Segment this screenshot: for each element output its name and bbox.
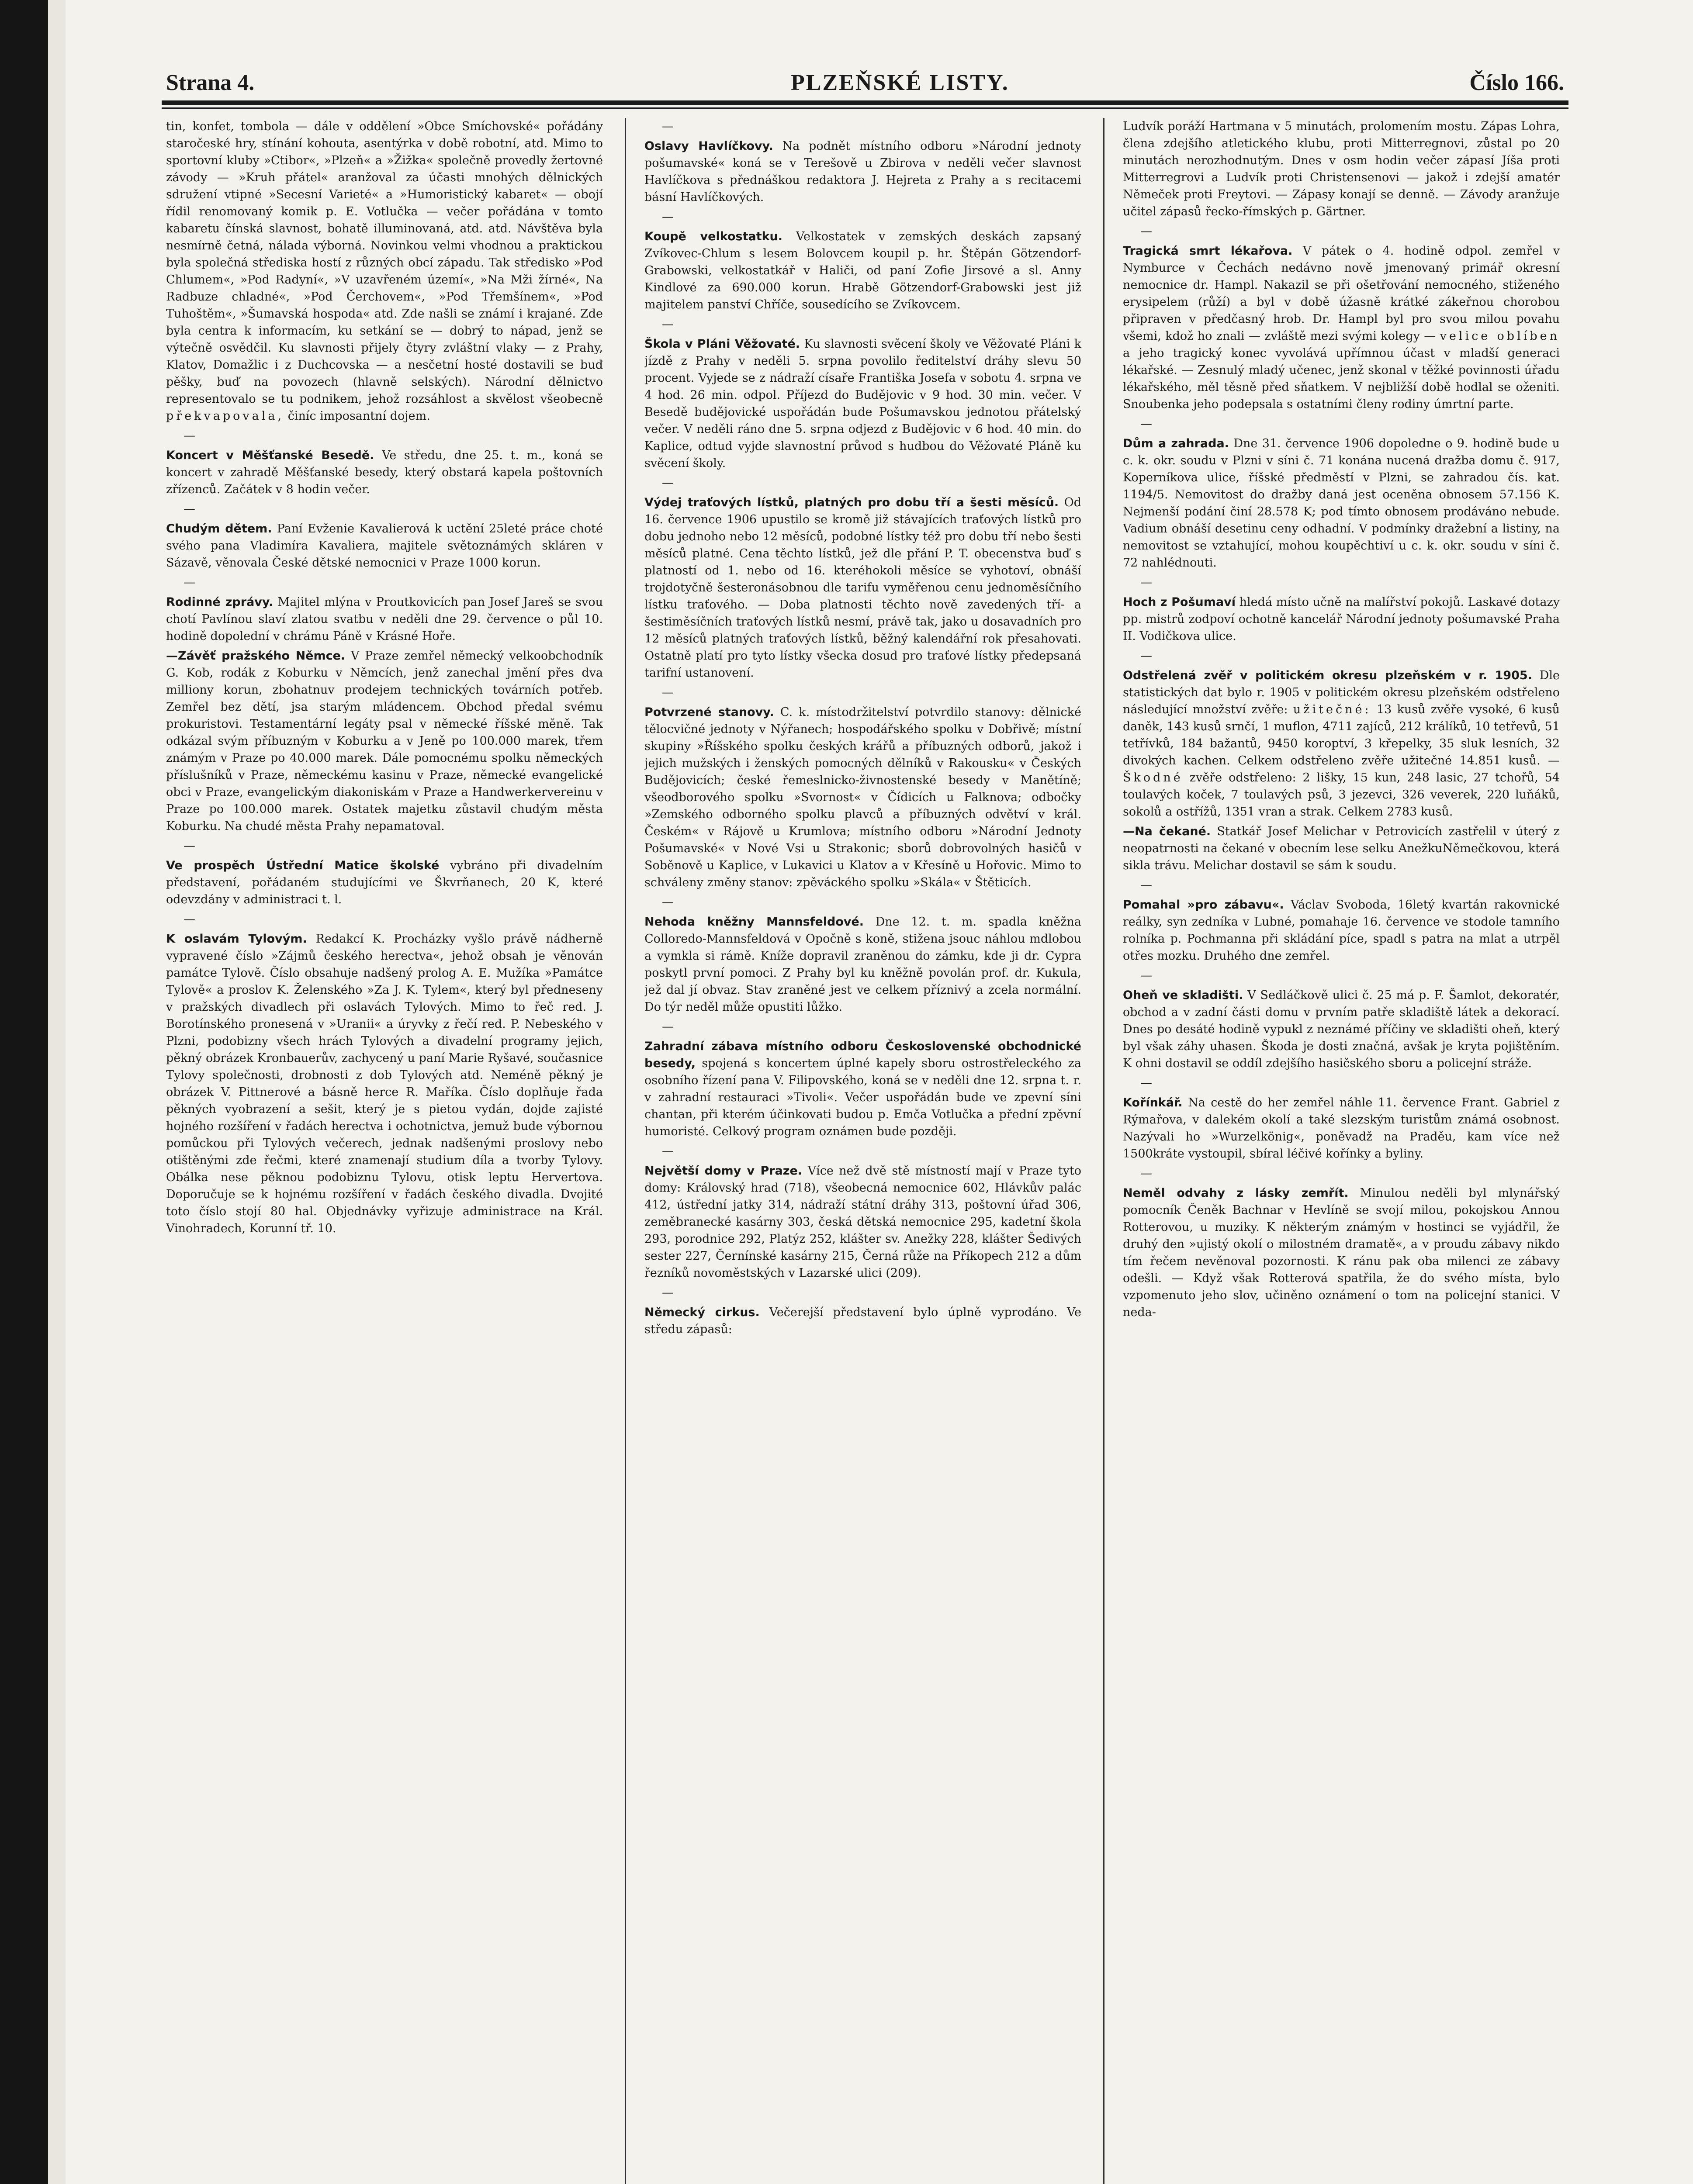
article-stanovy: — [662,686,674,699]
column-divider [1103,118,1104,2184]
article-heading: Pomahal »pro zábavu«. [1123,898,1284,912]
article-skola: — [662,318,674,331]
article-pomahal: — [1140,878,1152,892]
article-domy: — [662,1144,674,1158]
article-paragraph: tin, konfet, tombola — dále v oddělení »Obce Smíchovské« pořádány staročeské hry, stínání kohouta, asentýrka v době robotní, atd. Mimo to sportovní kluby »Ctibor«, »Plzeň« a »Žižka« společně provedly žertovné závody — »Kruh přátel« aranžoval za účasti mnohých dělnických sdružení vtipné »Secesní Varieté« a »Humoristický kabaret« — obojí řídil renomovaný komik p. E. Votlučka — večer pořádána v tomto kabaretu čínská slavnost, bohatě illuminovaná, atd. atd. Návštěva byla nesmírně četná, nálada výborná. Novinkou velmi vhodnou a praktickou byla společná střediska hostí z různých obcí západu. Tak středisko »Pod Chlumem«, »Pod Radyní«, »V uzavřeném území«, »Na Mži žírné«, Na Radbuze chladné«, »Pod Čerchovem«, »Pod Třemšínem«, »Pod Tuhoštěm«, »Šumavská hospoda« atd. Zde našli se známí i krajané. Zde byla centra k informacím, ku setkání se — dobrý to nápad, jenž se výtečně osvědčil. Ku slavnosti přijely čtyry zvláštní vlaky — z Prahy, Klatov, Domažlic i z Duchcovska — a nesčetní hosté dostavili se buď pěšky, buď na povozech (hlavně selských). Národní dělnictvo representovalo se tu podnikem, jehož rozsáhlost a skvělost všeobecně překvapovala, činíc imposantní dojem. [166,120,603,423]
article-heading: Odstřelená zvěř v politickém okresu plzeňském v r. 1905. [1123,669,1532,682]
article-zver: — [1140,649,1152,663]
article-heading: Kořínkář. [1123,1096,1183,1109]
article-heading: Ve prospěch Ústřední Matice školské [166,859,440,872]
header-rule [162,100,1568,105]
page-number: Strana 4. [166,70,255,95]
article-ohen: — [1140,969,1152,982]
column-1: tin, konfet, tombola — dále v oddělení »Obce Smíchovské« pořádány staročeské hry, stínání kohouta, asentýrka v době robotní, atd. Mimo to sportovní kluby »Ctibor«, »Plzeň« a »Žižka« společně provedly žertovné závody — »Kruh přátel« aranžoval za účasti mnohých dělnických sdružení vtipné »Secesní Varieté« a »Humoristický kabaret« — obojí řídil renomovaný komik p. E. Votlučka — večer pořádána v tomto kabaretu čínská slavnost, bohatě illuminovaná, atd. atd. Návštěva byla nesmírně četná, nálada výborná. Novinkou velmi vhodnou a praktickou byla společná střediska hostí z různých obcí západu. Tak středisko »Pod Chlumem«, »Pod Radyní«, »V uzavřeném území«, »Na Mži žírné«, Na Radbuze chladné«, »Pod Čerchovem«, »Pod Třemšínem«, »Pod Tuhoštěm«, »Šumavská hospoda« atd. Zde našli se známí i krajané. Zde byla centra k informacím, ku setkání se — dobrý to nápad, jenž se výtečně osvědčil. Ku slavnosti přijely čtyry zvláštní vlaky — z Prahy, Klatov, Domažlic i z Duchcovska — a nesčetní hosté dostavili se buď pěšky, buď na povozech (hlavně selských). Národní dělnictvo representovalo se tu podnikem, jehož rozsáhlost a skvělost všeobecně překvapovala, činíc imposantní dojem. — Koncert v Měšťanské Besedě. Ve středu, dne 25. t. m., koná se koncert v zahradě Měšťanské besedy, který obstará kapela poštovních zřízenců. Začátek v 8 hodin večer. — Chudým dětem. Paní Evženie Kavalierová k uctění 25leté práce choté svého pana Vladimíra Kavaliera, majitele světoznámých skláren v Sázavě, věnovala České dětské nemocnici v Praze 1000 korun. — Rodinné zprávy. Majitel mlýna v Proutkovicích pan Josef Jareš se svou chotí Pavlínou slaví zlatou svatbu v neděli dne 29. července o půl 10. hodině dopolední v chrámu Páně v Krásné Hoře. —Závěť pražského Němce. V Praze zemřel německý velkoobchodník G. Kob, rodák z Koburku v Němcích, jenž zanechal jmění přes dva milliony korun, zbohatnuv prodejem technických továrních potřeb. Zemřel bez dětí, jsa starým mládencem. Obchod předal svému prokuristovi. Testamentární legáty psal v německé říšské měně. Tak odkázal svým příbuzným v Koburku a v Jeně po 100.000 marek, třem známým v Praze po 40.000 marek. Dále pomocnému spolku německých příslušníků v Praze, německému kasinu v Praze, německé evangelické obci v Praze, evangelickým diakoniskám v Praze a Handwerkervereinu v Praze po 100.000 marek. Ostatek majetku zůstavil chudým města Koburku. Na chudé města Prahy nepamatoval. — Ve prospěch Ústřední Matice školské vybráno při divadelním představení, pořádaném studujícími ve Škvrňanech, 20 K, které odevzdány v administraci t. l. — K oslavám Tylovým. Redakcí K. Procházky vyšlo právě nádherně vypravené číslo »Zájmů českého herectva«, jehož obsah je věnován památce Tylově. Číslo obsahuje nadšený prolog A. E. Mužíka »Památce Tylově« a proslov K. Želenského »Za J. K. Tylem«, který byl předneseny v pražských divadlech při oslavách Tylových. Mimo to řeč red. J. Borotínského pronesená v »Uranii« a úryvky z řečí red. P. Nebeského v Plzni, podobizny všech hrách Tylových a divadelní programy jejich, pěkný obrázek Kronbauerův, zachycený u paní Marie Ryšavé, současnice Tylovy společnosti, drobnosti z dob Tylových atd. Neméně pěkný je obrázek V. Pittnerové a básně herce R. Maříka. Číslo doplňuje řada pěkných vyobrazení a sešit, který je s pietou vydán, dojde zajisté hojného rozšíření v řadách herectva i ochotnictva, jemuž bude výbornou pomůckou při Tylových večerech, jednak nadšenými proslovy nebo otištěnými zde řečmi, které znamenají studium díla a tvorby Tylovy. Obálka nese pěknou podobiznu Tylovu, otisk leptu Hervertova. Doporučuje se k hojnému rozšíření v řadách českého divadla. Dvojité toto číslo stojí 80 hal. Objednávky vyřizuje administrace na Král. Vinohradech, Korunní tř. 10. [166,118,603,2184]
article-heading: Chudým dětem. [166,522,272,536]
article-heading: Neměl odvahy z lásky zemřít. [1123,1186,1349,1200]
article-cirkus: — [662,1286,674,1299]
column-divider [625,118,626,2184]
article-heading: Německý cirkus. [644,1306,760,1319]
article-dum: — [1140,417,1152,431]
article-listky: — [662,476,674,490]
article-heading: Nehoda kněžny Mannsfeldové. [644,915,864,929]
article-nehoda: — [662,895,674,909]
article-smrt-lekare: — [1140,225,1152,238]
article-heading: Výdej traťových lístků, platných pro dobu tří a šesti měsíců. [644,496,1059,509]
article-chudym-detem: — [183,502,195,516]
article-heading: —Na čekané. [1123,825,1211,838]
article-heading: Tragická smrt lékařova. [1123,244,1293,258]
issue-number: Číslo 166. [1469,70,1564,95]
article-odvaha: — [1140,1167,1152,1180]
article-heading: Koncert v Měšťanské Besedě. [166,449,374,462]
header-rule-thin [162,107,1568,109]
article-paragraph: Ludvík poráží Hartmana v 5 minutách, prolomením mostu. Zápas Lohra, člena zdejšího atletického klubu, proti Mitterregnovi, zůstal po 20 minutách nerozhodnutým. Dnes v osm hodin večer zápasí Jíša proti Mitterregrovi a Ludvík proti Christensenovi — jakož i zdejší amatér Němeček proti Freytovi. — Zápasy konají se denně. — Závody aranžuje učitel zápasů řecko-římských p. Gärtner. [1123,120,1560,218]
article-heading: Oslavy Havlíčkovy. [644,139,773,153]
binding-strip [0,0,48,2184]
article-matice: — [183,839,195,853]
article-heading: Hoch z Pošumaví [1123,595,1236,609]
article-hoch: — [1140,576,1152,589]
article-rodinne-zpravy: — [183,576,195,589]
article-heading: K oslavám Tylovým. [166,932,307,946]
article-velkostatek: — [662,210,674,224]
paper-edge [48,0,66,2184]
article-heading: Oheň ve skladišti. [1123,988,1243,1002]
article-tyl: — [183,912,195,926]
column-2: — Oslavy Havlíčkovy. Na podnět místního odboru »Národní jednoty pošumavské« koná se v Terešově u Zbirova v neděli večer slavnost Havlíčkova s přednáškou redaktora J. Hejreta z Prahy a s recitacemi básní Havlíčkových. — Koupě velkostatku. Velkostatek v zemských deskách zapsaný Zvíkovec-Chlum s lesem Bolovcem koupil p. hr. Štěpán Götzendorf-Grabowski, velkostatkář v Haliči, od paní Zofie Jirsové a sl. Anny Kindlové za 690.000 korun. Hrabě Götzendorf-Grabowski jest již majitelem panství Chříče, sousedícího se Zvíkovcem. — Škola v Pláni Věžovaté. Ku slavnosti svěcení školy ve Věžovaté Pláni k jízdě z Prahy v neděli 5. srpna povolilo ředitelství dráhy slevu 50 procent. Vyjede se z nádraží císaře Františka Josefa v sobotu 4. srpna ve 4 hod. 26 min. odpol. Příjezd do Budějovic v 9 hod. 30 min. večer. V Besedě budějovické uspořádán bude Pošumavskou jednotou přátelský večer. V neděli ráno dne 5. srpna odjezd z Budějovic v 6 hod. 40 min. do Kaplice, odtud vyjde slavnostní průvod s hudbou do Věžovaté Pláně ku svěcení školy. — Výdej traťových lístků, platných pro dobu tří a šesti měsíců. Od 16. července 1906 upustilo se kromě již stávajících traťových lístků pro dobu jednoho nebo 12 měsíců, podobné lístky též pro dobu tří nebo šesti měsíců platné. Cena těchto lístků, jež dle přání P. T. obecenstva buď s platností od 1. nebo od 16. kteréhokoli měsíce se vyhotoví, obnáší trojdotyčně šesteronásobnou dle tarifu vyměřenou cenu jednoměsíčního lístku traťového. — Doba platnosti těchto nově zavedených tří- a šestiměsíčních traťových lístků nesmí, právě tak, jako u dosavadních pro 12 měsíců platných traťových lístků, běžný kalendářní rok přesahovati. Ostatně platí pro tyto lístky všecka dosud pro traťové lístky předepsaná tarifní ustanovení. — Potvrzené stanovy. C. k. místodržitelství potvrdilo stanovy: dělnické tělocvičné jednoty v Nýřanech; hospodářského spolku v Dobřivě; místní skupiny »Říšského spolku českých krářů a příbuzných odborů, jakož i jejich mužských i ženských pomocných dělníků v Rakousku« v Českých Budějovicích; české řemeslnicko-živnostenské besedy v Manětíně; všeodborového spolku »Svornost« v Čídicích u Falknova; odbočky »Zemského odborného spolku plavců a příbuzných odvětví v král. Českém« v Rájově u Krumlova; místního odboru »Národní Jednoty Pošumavské« v Nové Vsi u Strakonic; sborů dobrovolných hasičů v Soběnově u Kaplice, v Lukavici u Klatov a v Křesíně u Hořovic. Mimo to schváleny změny stanov: zpěváckého spolku »Skála« v Štěticích. — Nehoda kněžny Mannsfeldové. Dne 12. t. m. spadla kněžna Colloredo-Mannsfeldová v Opočně s koně, stižena jsouc náhlou mdlobou a vymkla si rámě. Kníže dopravil zraněnou do zámku, kde ji dr. Cypra poskytl první pomoci. Z Prahy byl ku kněžně povolán prof. dr. Kukula, jež dal jí obvaz. Stav zraněné jest ve celkem příznivý a zcela normální. Do týr neděl může opustiti lůžko. — Zahradní zábava místního odboru Československé obchodnické besedy, spojená s koncertem úplné kapely sboru ostrostřeleckého za osobního řízení pana V. Filipovského, koná se v neděli dne 12. srpna t. r. v zahradní restauraci »Tivoli«. Večer uspořádán bude ve zpevní síni chantan, při kterém účinkovati budou p. Emča Votlučka a přední zpěvní humoristé. Celkový program oznámen bude později. — Největší domy v Praze. Více než dvě stě místností mají v Praze tyto domy: Královský hrad (718), všeobecná nemocnice 602, Hlávkův palác 412, ústřední jatky 314, nádraží státní dráhy 313, poštovní úřad 306, zeměbranecké kasárny 303, česká dětská nemocnice 295, kadetní škola 293, porodnice 292, Platýz 252, klášter sv. Anežky 228, klášter Šedivých sester 227, Černínské kasárny 215, Černá růže na Příkopech 212 a dům řezníků novoměstských v Lazarské ulici (209). — Německý cirkus. Večerejší představení bylo úplně vyprodáno. Ve středu zápasů: [644,118,1081,2184]
article-havlicek: — [662,120,674,133]
article-koncert: — [183,429,195,442]
page-header [166,66,1564,105]
article-heading: Největší domy v Praze. [644,1164,803,1178]
article-heading: —Závěť pražského Němce. [166,649,346,663]
article-heading: Zahradní zábava místního odboru Československé obchodnické besedy, [644,1040,1081,1070]
article-heading: Dům a zahrada. [1123,437,1229,450]
column-3: Ludvík poráží Hartmana v 5 minutách, prolomením mostu. Zápas Lohra, člena zdejšího atletického klubu, proti Mitterregnovi, zůstal po 20 minutách nerozhodnutým. Dnes v osm hodin večer zápasí Jíša proti Mitterregrovi a Ludvík proti Christensenovi — jakož i zdejší amatér Němeček proti Freytovi. — Zápasy konají se denně. — Závody aranžuje učitel zápasů řecko-římských p. Gärtner. — Tragická smrt lékařova. V pátek o 4. hodině odpol. zemřel v Nymburce v Čechách nedávno nově jmenovaný primář okresní nemocnice dr. Hampl. Nakazil se při ošetřování nemocného, stiženého erysipelem (růží) a byl v době úžasně krátké zákeřnou chorobou připraven v předčasný hrob. Dr. Hampl byl pro svou milou povahu všemi, kdož ho znali — zvláště mezi svými kolegy — velice oblíben a jeho tragický konec vyvolává upřímnou účast v mladší generaci lékařské. — Zesnulý mladý učenec, jenž skonal v těžké povinnosti úřadu lékařského, měl těsně před sňatkem. V nejbližší době hodlal se oženiti. Snoubenka jeho podepsala s ostatními členy rodiny úmrtní parte. — Dům a zahrada. Dne 31. července 1906 dopoledne o 9. hodině bude u c. k. okr. soudu v Plzni v síni č. 71 konána nucená dražba domu č. 917, Koperníkova ulice, říšské předměstí v Plzni, se zahradou čís. kat. 1194/5. Nemovitost do dražby daná jest oceněna obnosem 57.156 K. Nejmenší podání činí 28.578 K; pod tímto obnosem prodáváno nebude. Vadium obnáší desetinu ceny odhadní. V podmínky dražební a listiny, na nemovitost se vztahující, mohou koupěchtiví u c. k. okr. soudu v síni č. 72 nahlédnouti. — Hoch z Pošumaví hledá místo učně na malířství pokojů. Laskavé dotazy pp. mistrů zodpoví ochotně kancelář Národní jednoty pošumavské Praha II. Vodičkova ulice. — Odstřelená zvěř v politickém okresu plzeňském v r. 1905. Dle statistických dat bylo r. 1905 v politickém okresu plzeňském odstřeleno následující množství zvěře: užitečné: 13 kusů zvěře vysoké, 6 kusů daněk, 143 kusů srnčí, 1 muflon, 4711 zajíců, 212 králíků, 10 tetřevů, 51 tetřívků, 184 bažantů, 9450 koroptví, 3 křepelky, 35 sluk lesních, 32 divokých kachen. Celkem odstřeleno zvěře užitečné 14.851 kusů. — Škodné zvěře odstřeleno: 2 lišky, 15 kun, 248 lasic, 27 tchořů, 54 toulavých koček, 7 toulavých psů, 3 jezevci, 326 veverek, 220 luňáků, sokolů a ostřížů, 1351 vran a strak. Celkem 2783 kusů. —Na čekané. Statkář Josef Melichar v Petrovicích zastřelil v úterý z neopatrnosti na čekané v obecním lese selku AnežkuNěmečkovou, která sikla trávu. Melichar dostavil se sám k soudu. — Pomahal »pro zábavu«. Václav Svoboda, 16letý kvartán rakovnické reálky, syn zedníka v Lubné, pomahaje 16. července ve stodole tamního rolníka p. Pochmanna při skládání píce, spadl s patra na mlat a utrpěl otřes mozku. Druhého dne zemřel. — Oheň ve skladišti. V Sedláčkově ulici č. 25 má p. F. Šamlot, dekoratér, obchod a v zadní části domu v prvním patře skladiště látek a dekorací. Dnes po desáté hodině vypukl z neznámé příčiny ve skladišti oheň, který byl však záhy uhasen. Škoda je dosti značná, avšak je kryta pojištěním. K ohni dostavil se oddíl zdejšího hasičského sboru a policejní stráže. — Kořínkář. Na cestě do her zemřel náhle 11. července Frant. Gabriel z Rýmařova, v dalekém okolí a také slezským turistům známá osobnost. Nazývali ho »Wurzelkönig«, poněvadž na Praděu, kam více než 1500kráte vystoupil, sbíral léčivé kořínky a byliny. — Neměl odvahy z lásky zemřít. Minulou neděli byl mlynářský pomocník Čeněk Bachnar v Hevlíně se svojí milou, pokojskou Annou Rotterovou, u muziky. K některým známým v hostinci se vyjádřil, že druhý den »ujistý okolí o milostném dramatě«, a v proudu zábavy nikdo tím řečem nevěnoval pozornosti. K ránu pak oba milenci ze zábavy odešli. — Když však Rotterová spatřila, že do svého místa, bylo vzpomenuto jeho slov, učiněno oznámení o tom na policejní stanici. V neda- [1123,118,1560,2184]
article-korinkar: — [1140,1076,1152,1090]
article-zahradni-zabava: — [662,1020,674,1033]
newspaper-title: PLZEŇSKÉ LISTY. [791,70,1009,95]
article-heading: Koupě velkostatku. [644,230,783,243]
article-heading: Potvrzené stanovy. [644,705,774,719]
article-heading: Rodinné zprávy. [166,595,274,609]
article-heading: Škola v Pláni Věžovaté. [644,337,800,351]
